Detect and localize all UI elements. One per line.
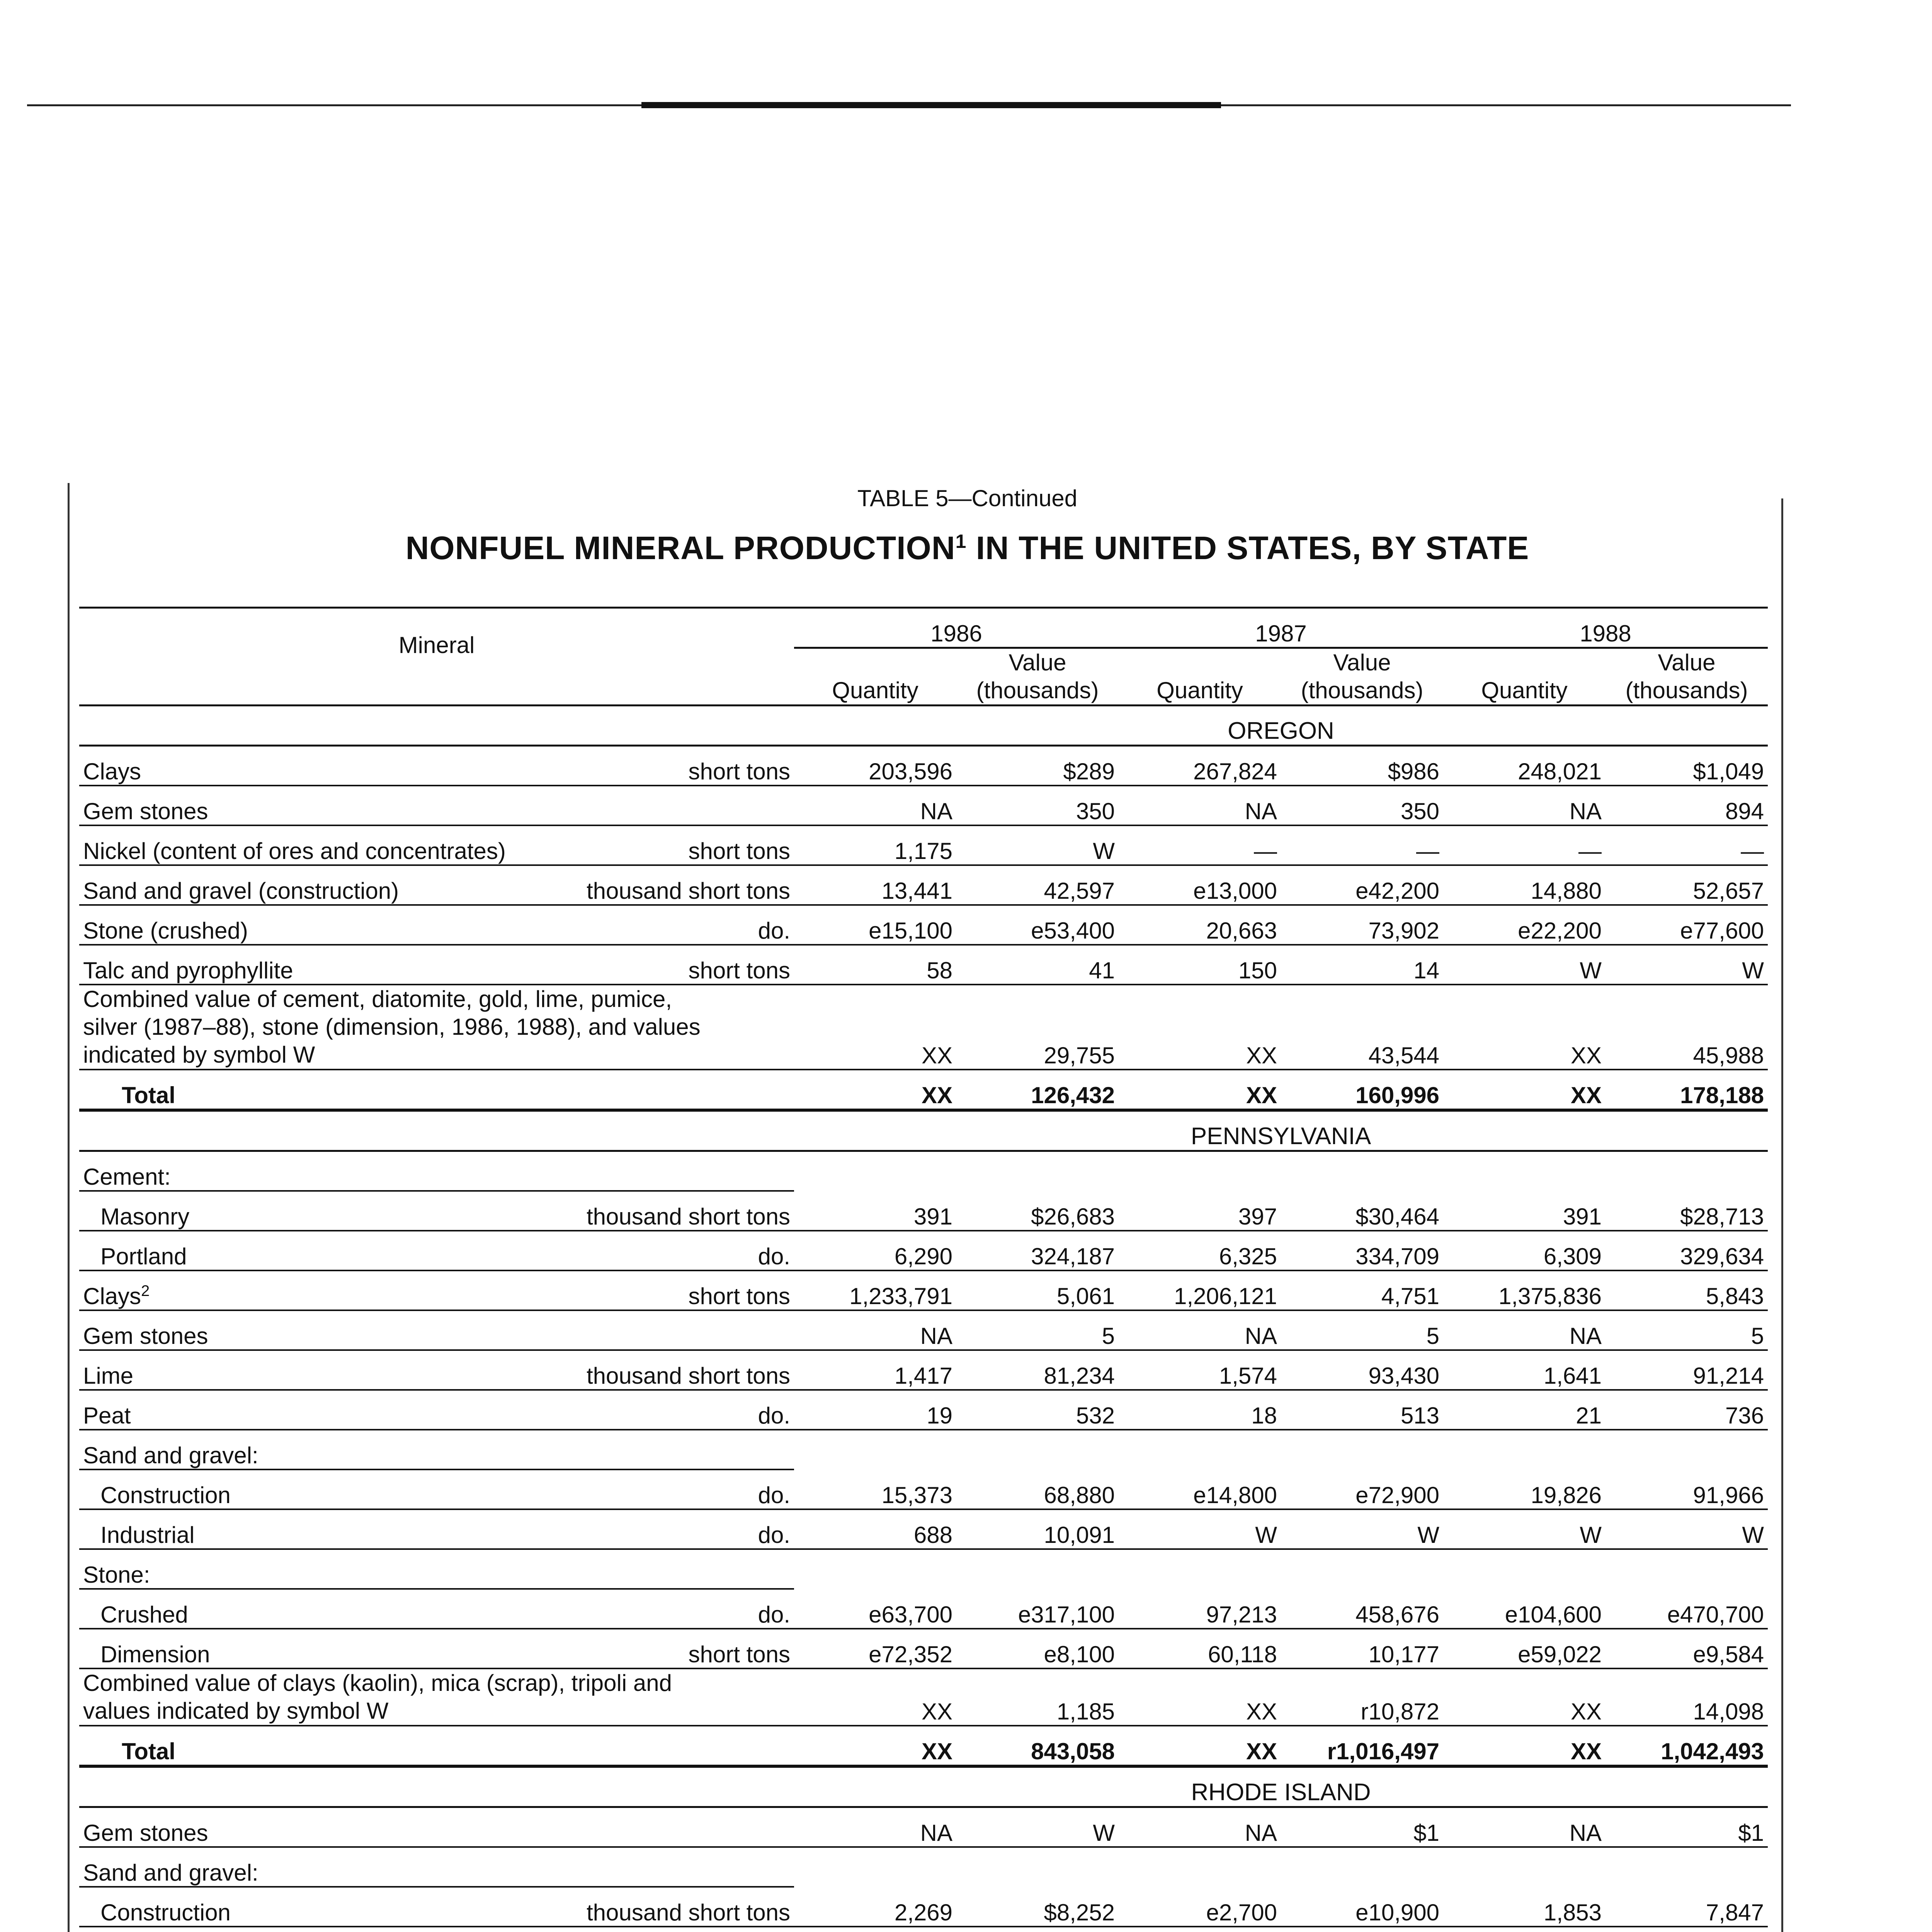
value-cell: 324,187 xyxy=(956,1231,1119,1270)
mineral-name xyxy=(79,945,578,985)
value-cell: W xyxy=(956,825,1119,865)
value-cell: 81,234 xyxy=(956,1350,1119,1390)
table-title-text: NONFUEL MINERAL PRODUCTION xyxy=(405,530,956,566)
value-cell: 7,847 xyxy=(1605,1887,1768,1927)
total-value: 160,996 xyxy=(1281,1070,1443,1110)
value-cell: 10,177 xyxy=(1281,1629,1443,1668)
quantity-cell xyxy=(1443,1927,1605,1932)
value-cell: 73,902 xyxy=(1281,905,1443,945)
quantity-cell: XX xyxy=(1443,1668,1605,1726)
quantity-cell: e63,700 xyxy=(794,1589,956,1629)
state-heading-row xyxy=(79,1766,1768,1807)
unit-label: short tons xyxy=(578,746,794,786)
total-quantity: XX xyxy=(1443,1070,1605,1110)
unit-label xyxy=(578,1927,794,1932)
quantity-cell: NA xyxy=(1443,786,1605,825)
table-row xyxy=(79,1231,1768,1270)
value-cell: e42,200 xyxy=(1281,865,1443,905)
table-row xyxy=(79,865,1768,905)
quantity-cell: NA xyxy=(794,1310,956,1350)
value-cell: 93,430 xyxy=(1281,1350,1443,1390)
mineral-name xyxy=(79,1270,578,1310)
quantity-cell: 6,325 xyxy=(1119,1231,1281,1270)
value-cell: e9,584 xyxy=(1605,1629,1768,1668)
mineral-label: Portland xyxy=(100,1243,187,1269)
quantity-cell: 19 xyxy=(794,1390,956,1430)
quantity-cell: — xyxy=(1119,825,1281,865)
quantity-cell: 13,441 xyxy=(794,865,956,905)
value-cell xyxy=(1281,1927,1443,1932)
quantity-cell: XX xyxy=(794,1668,956,1726)
mineral-name xyxy=(79,825,578,865)
quantity-cell: 6,290 xyxy=(794,1231,956,1270)
value-cell: 10,091 xyxy=(956,1509,1119,1549)
state-name: OREGON xyxy=(794,706,1768,746)
value-cell: 4,751 xyxy=(1281,1270,1443,1310)
value-cell: 5,843 xyxy=(1605,1270,1768,1310)
table-row xyxy=(79,1151,1768,1191)
table-title-footnote-ref: 1 xyxy=(955,531,967,552)
quantity-cell: e13,000 xyxy=(1119,865,1281,905)
mineral-label: Clays xyxy=(83,1283,141,1309)
quantity-cell: e15,100 xyxy=(794,905,956,945)
value-cell: 45,988 xyxy=(1605,985,1768,1070)
mineral-label: Stone (crushed) xyxy=(83,918,248,944)
value-cell: 68,880 xyxy=(956,1469,1119,1509)
total-label: Total xyxy=(79,1070,794,1110)
empty-cell xyxy=(1119,1430,1281,1469)
quantity-cell: 14,880 xyxy=(1443,865,1605,905)
quantity-cell: 688 xyxy=(794,1509,956,1549)
quantity-cell: 267,824 xyxy=(1119,746,1281,786)
value-cell: 329,634 xyxy=(1605,1231,1768,1270)
total-quantity: XX xyxy=(794,1726,956,1766)
quantity-cell: NA xyxy=(1443,1807,1605,1847)
value-cell: 41 xyxy=(956,945,1119,985)
mineral-label: Talc and pyrophyllite xyxy=(83,957,293,983)
mineral-label: Lime xyxy=(83,1363,134,1389)
value-cell: 1,185 xyxy=(956,1668,1119,1726)
total-value: r1,016,497 xyxy=(1281,1726,1443,1766)
value-cell: $8,252 xyxy=(956,1887,1119,1927)
total-value: 1,042,493 xyxy=(1605,1726,1768,1766)
value-cell: 894 xyxy=(1605,786,1768,825)
quantity-cell: 150 xyxy=(1119,945,1281,985)
mineral-label: Dimension xyxy=(100,1641,210,1667)
production-table xyxy=(79,607,1768,1932)
value-header: Value (thousands) xyxy=(956,648,1119,706)
total-label: Total xyxy=(79,1726,794,1766)
table-row xyxy=(79,1310,1768,1350)
unit-label: do. xyxy=(578,1469,794,1509)
empty-cell xyxy=(956,1847,1119,1887)
empty-cell xyxy=(1119,1847,1281,1887)
empty-cell xyxy=(1119,1151,1281,1191)
state-heading-row xyxy=(79,1110,1768,1151)
quantity-cell: 391 xyxy=(1443,1191,1605,1231)
unit-label: thousand short tons xyxy=(578,865,794,905)
unit-label: do. xyxy=(578,1589,794,1629)
total-quantity: XX xyxy=(1119,1070,1281,1110)
value-cell: $26,683 xyxy=(956,1191,1119,1231)
state-heading-spacer xyxy=(79,1110,794,1151)
empty-cell xyxy=(1281,1151,1443,1191)
value-cell: 42,597 xyxy=(956,865,1119,905)
value-cell: 29,755 xyxy=(956,985,1119,1070)
table-title xyxy=(0,529,1932,567)
quantity-header: Quantity xyxy=(1119,648,1281,706)
quantity-cell: e59,022 xyxy=(1443,1629,1605,1668)
quantity-cell: 397 xyxy=(1119,1191,1281,1231)
state-heading-spacer xyxy=(79,706,794,746)
value-cell: e317,100 xyxy=(956,1589,1119,1629)
table-row xyxy=(79,1927,1768,1932)
quantity-cell: 1,206,121 xyxy=(1119,1270,1281,1310)
value-cell: $28,713 xyxy=(1605,1191,1768,1231)
unit-label: do. xyxy=(578,905,794,945)
unit-label: short tons xyxy=(578,1270,794,1310)
table-row xyxy=(79,945,1768,985)
year-header: 1987 xyxy=(1119,608,1443,648)
unit-label: do. xyxy=(578,1509,794,1549)
table-row xyxy=(79,1270,1768,1310)
quantity-cell: W xyxy=(1443,945,1605,985)
value-cell: e10,900 xyxy=(1281,1887,1443,1927)
quantity-cell: 20,663 xyxy=(1119,905,1281,945)
unit-label xyxy=(578,1310,794,1350)
mineral-name xyxy=(79,786,578,825)
row-heading: Sand and gravel: xyxy=(79,1847,794,1887)
total-quantity: XX xyxy=(794,1070,956,1110)
value-cell: $1 xyxy=(1281,1807,1443,1847)
unit-label xyxy=(578,1807,794,1847)
value-cell: — xyxy=(1281,825,1443,865)
empty-cell xyxy=(1281,1847,1443,1887)
value-cell: 91,214 xyxy=(1605,1350,1768,1390)
mineral-name xyxy=(79,1191,578,1231)
value-cell: 5 xyxy=(1605,1310,1768,1350)
quantity-cell: XX xyxy=(1119,985,1281,1070)
quantity-header: Quantity xyxy=(1443,648,1605,706)
value-cell: W xyxy=(956,1807,1119,1847)
value-cell: $1 xyxy=(1605,1807,1768,1847)
value-cell: 532 xyxy=(956,1390,1119,1430)
empty-cell xyxy=(1605,1847,1768,1887)
quantity-cell: W xyxy=(1119,1509,1281,1549)
quantity-cell: 19,826 xyxy=(1443,1469,1605,1509)
value-cell: $30,464 xyxy=(1281,1191,1443,1231)
quantity-cell: NA xyxy=(1119,1807,1281,1847)
empty-cell xyxy=(1443,1549,1605,1589)
empty-cell xyxy=(956,1430,1119,1469)
empty-cell xyxy=(1281,1549,1443,1589)
total-value: 126,432 xyxy=(956,1070,1119,1110)
table-row xyxy=(79,1191,1768,1231)
mineral-label: Peat xyxy=(83,1403,131,1429)
top-rule-bold xyxy=(641,102,1221,108)
value-cell: 91,966 xyxy=(1605,1469,1768,1509)
empty-cell xyxy=(794,1151,956,1191)
quantity-cell: 1,574 xyxy=(1119,1350,1281,1390)
quantity-cell: XX xyxy=(794,985,956,1070)
unit-label xyxy=(578,786,794,825)
quantity-cell: e22,200 xyxy=(1443,905,1605,945)
total-value: 843,058 xyxy=(956,1726,1119,1766)
value-cell: 5 xyxy=(1281,1310,1443,1350)
mineral-label: Construction xyxy=(100,1900,231,1925)
quantity-cell: 60,118 xyxy=(1119,1629,1281,1668)
row-heading: Stone: xyxy=(79,1549,794,1589)
mineral-name xyxy=(79,1629,578,1668)
total-row xyxy=(79,1070,1768,1110)
quantity-cell: 6,309 xyxy=(1443,1231,1605,1270)
value-cell: 513 xyxy=(1281,1390,1443,1430)
quantity-cell: 18 xyxy=(1119,1390,1281,1430)
quantity-cell: 97,213 xyxy=(1119,1589,1281,1629)
value-cell: 736 xyxy=(1605,1390,1768,1430)
mineral-label: Sand and gravel (construction) xyxy=(83,878,399,904)
table-row xyxy=(79,825,1768,865)
empty-cell xyxy=(956,1549,1119,1589)
table-row xyxy=(79,1390,1768,1430)
value-header: Value (thousands) xyxy=(1281,648,1443,706)
unit-label: short tons xyxy=(578,945,794,985)
mineral-label: Combined value of clays (kaolin), mica (scrap), tripoli and values indicated by symbol W xyxy=(83,1670,672,1724)
unit-label: thousand short tons xyxy=(578,1191,794,1231)
quantity-cell: 1,641 xyxy=(1443,1350,1605,1390)
unit-label: do. xyxy=(578,1390,794,1430)
table-row xyxy=(79,985,1768,1070)
empty-cell xyxy=(1443,1430,1605,1469)
mineral-name xyxy=(79,746,578,786)
quantity-cell: 1,417 xyxy=(794,1350,956,1390)
empty-cell xyxy=(1443,1151,1605,1191)
state-name: PENNSYLVANIA xyxy=(794,1110,1768,1151)
row-heading: Cement: xyxy=(79,1151,794,1191)
mineral-name xyxy=(79,1310,578,1350)
year-header: 1988 xyxy=(1443,608,1768,648)
value-cell: e470,700 xyxy=(1605,1589,1768,1629)
mineral-name xyxy=(79,1807,578,1847)
value-cell: 14 xyxy=(1281,945,1443,985)
empty-cell xyxy=(1605,1151,1768,1191)
mineral-name xyxy=(79,905,578,945)
mineral-header: Mineral xyxy=(79,608,794,706)
value-cell: e77,600 xyxy=(1605,905,1768,945)
table-title-rest: IN THE UNITED STATES, BY STATE xyxy=(966,530,1529,566)
value-cell: — xyxy=(1605,825,1768,865)
table-body xyxy=(79,706,1768,1932)
value-header: Value (thousands) xyxy=(1605,648,1768,706)
mineral-name xyxy=(79,1668,794,1726)
quantity-cell: 1,853 xyxy=(1443,1887,1605,1927)
mineral-name xyxy=(79,865,578,905)
quantity-cell: 391 xyxy=(794,1191,956,1231)
value-cell: 14,098 xyxy=(1605,1668,1768,1726)
unit-label: short tons xyxy=(578,825,794,865)
mineral-label: Clays xyxy=(83,759,141,784)
state-name: RHODE ISLAND xyxy=(794,1766,1768,1807)
value-cell: 52,657 xyxy=(1605,865,1768,905)
unit-label: thousand short tons xyxy=(578,1350,794,1390)
mineral-label: Nickel (content of ores and concentrates) xyxy=(83,838,506,864)
quantity-cell: 1,375,836 xyxy=(1443,1270,1605,1310)
value-cell: $289 xyxy=(956,746,1119,786)
mineral-name xyxy=(79,1469,578,1509)
table-row xyxy=(79,905,1768,945)
value-cell: 334,709 xyxy=(1281,1231,1443,1270)
value-cell: e53,400 xyxy=(956,905,1119,945)
total-quantity: XX xyxy=(1443,1726,1605,1766)
quantity-cell: NA xyxy=(1119,786,1281,825)
quantity-cell: e72,352 xyxy=(794,1629,956,1668)
value-cell: e8,100 xyxy=(956,1629,1119,1668)
value-cell: 5,061 xyxy=(956,1270,1119,1310)
state-heading-row xyxy=(79,706,1768,746)
mineral-name xyxy=(79,985,794,1070)
value-cell: 350 xyxy=(956,786,1119,825)
quantity-cell: 2,269 xyxy=(794,1887,956,1927)
empty-cell xyxy=(1281,1430,1443,1469)
quantity-cell: e14,800 xyxy=(1119,1469,1281,1509)
value-cell: r10,872 xyxy=(1281,1668,1443,1726)
quantity-header: Quantity xyxy=(794,648,956,706)
table-row xyxy=(79,1668,1768,1726)
quantity-cell: NA xyxy=(794,786,956,825)
total-quantity: XX xyxy=(1119,1726,1281,1766)
quantity-cell: 1,233,791 xyxy=(794,1270,956,1310)
quantity-cell: e2,700 xyxy=(1119,1887,1281,1927)
mineral-name xyxy=(79,1231,578,1270)
value-cell: W xyxy=(1605,1509,1768,1549)
table-row xyxy=(79,1509,1768,1549)
table-row xyxy=(79,786,1768,825)
empty-cell xyxy=(956,1151,1119,1191)
mineral-label: Crushed xyxy=(100,1602,188,1628)
quantity-cell: — xyxy=(1443,825,1605,865)
empty-cell xyxy=(1605,1549,1768,1589)
quantity-cell: 21 xyxy=(1443,1390,1605,1430)
table-row xyxy=(79,1430,1768,1469)
total-value: 178,188 xyxy=(1605,1070,1768,1110)
right-margin-line xyxy=(1781,498,1783,1932)
table-row xyxy=(79,1469,1768,1509)
empty-cell xyxy=(794,1549,956,1589)
value-cell: 43,544 xyxy=(1281,985,1443,1070)
mineral-label: Masonry xyxy=(100,1204,190,1230)
mineral-name xyxy=(79,1927,578,1932)
quantity-cell: W xyxy=(1443,1509,1605,1549)
row-heading: Sand and gravel: xyxy=(79,1430,794,1469)
table-row xyxy=(79,746,1768,786)
mineral-name xyxy=(79,1350,578,1390)
mineral-label: Industrial xyxy=(100,1522,195,1548)
footnote-ref: 2 xyxy=(141,1282,150,1299)
table-row xyxy=(79,1589,1768,1629)
total-row xyxy=(79,1726,1768,1766)
quantity-cell: NA xyxy=(1119,1310,1281,1350)
quantity-cell: 203,596 xyxy=(794,746,956,786)
state-heading-spacer xyxy=(79,1766,794,1807)
quantity-cell xyxy=(794,1927,956,1932)
table-row xyxy=(79,1807,1768,1847)
unit-label: do. xyxy=(578,1231,794,1270)
quantity-cell: 15,373 xyxy=(794,1469,956,1509)
quantity-cell: 58 xyxy=(794,945,956,985)
value-cell: W xyxy=(1281,1509,1443,1549)
mineral-name xyxy=(79,1589,578,1629)
value-cell xyxy=(1605,1927,1768,1932)
value-cell xyxy=(956,1927,1119,1932)
table-row xyxy=(79,1847,1768,1887)
table-row xyxy=(79,1549,1768,1589)
mineral-name xyxy=(79,1390,578,1430)
table-row xyxy=(79,1629,1768,1668)
mineral-label: Combined value of cement, diatomite, gold, lime, pumice, silver (1987–88), stone (dimension, 1986, 1988), and values indicated by symbol W xyxy=(83,986,701,1068)
quantity-cell: e104,600 xyxy=(1443,1589,1605,1629)
value-cell: $1,049 xyxy=(1605,746,1768,786)
empty-cell xyxy=(1443,1847,1605,1887)
quantity-cell: 1,175 xyxy=(794,825,956,865)
empty-cell xyxy=(1119,1549,1281,1589)
mineral-name xyxy=(79,1509,578,1549)
table-caption: TABLE 5—Continued xyxy=(857,485,1078,511)
quantity-cell: 248,021 xyxy=(1443,746,1605,786)
mineral-label: Gem stones xyxy=(83,1820,208,1846)
value-cell: 5 xyxy=(956,1310,1119,1350)
year-header: 1986 xyxy=(794,608,1119,648)
mineral-label: Gem stones xyxy=(83,798,208,824)
value-cell: $986 xyxy=(1281,746,1443,786)
value-cell: W xyxy=(1605,945,1768,985)
mineral-label: Construction xyxy=(100,1482,231,1508)
value-cell: 458,676 xyxy=(1281,1589,1443,1629)
table-row xyxy=(79,1350,1768,1390)
table-row xyxy=(79,1887,1768,1927)
mineral-label: Gem stones xyxy=(83,1323,208,1349)
quantity-cell: XX xyxy=(1443,985,1605,1070)
quantity-cell: XX xyxy=(1119,1668,1281,1726)
value-cell: 350 xyxy=(1281,786,1443,825)
empty-cell xyxy=(1605,1430,1768,1469)
mineral-name xyxy=(79,1887,578,1927)
quantity-cell: NA xyxy=(1443,1310,1605,1350)
quantity-cell xyxy=(1119,1927,1281,1932)
empty-cell xyxy=(794,1430,956,1469)
left-margin-line xyxy=(68,483,70,1932)
quantity-cell: NA xyxy=(794,1807,956,1847)
unit-label: thousand short tons xyxy=(578,1887,794,1927)
empty-cell xyxy=(794,1847,956,1887)
value-cell: e72,900 xyxy=(1281,1469,1443,1509)
unit-label: short tons xyxy=(578,1629,794,1668)
